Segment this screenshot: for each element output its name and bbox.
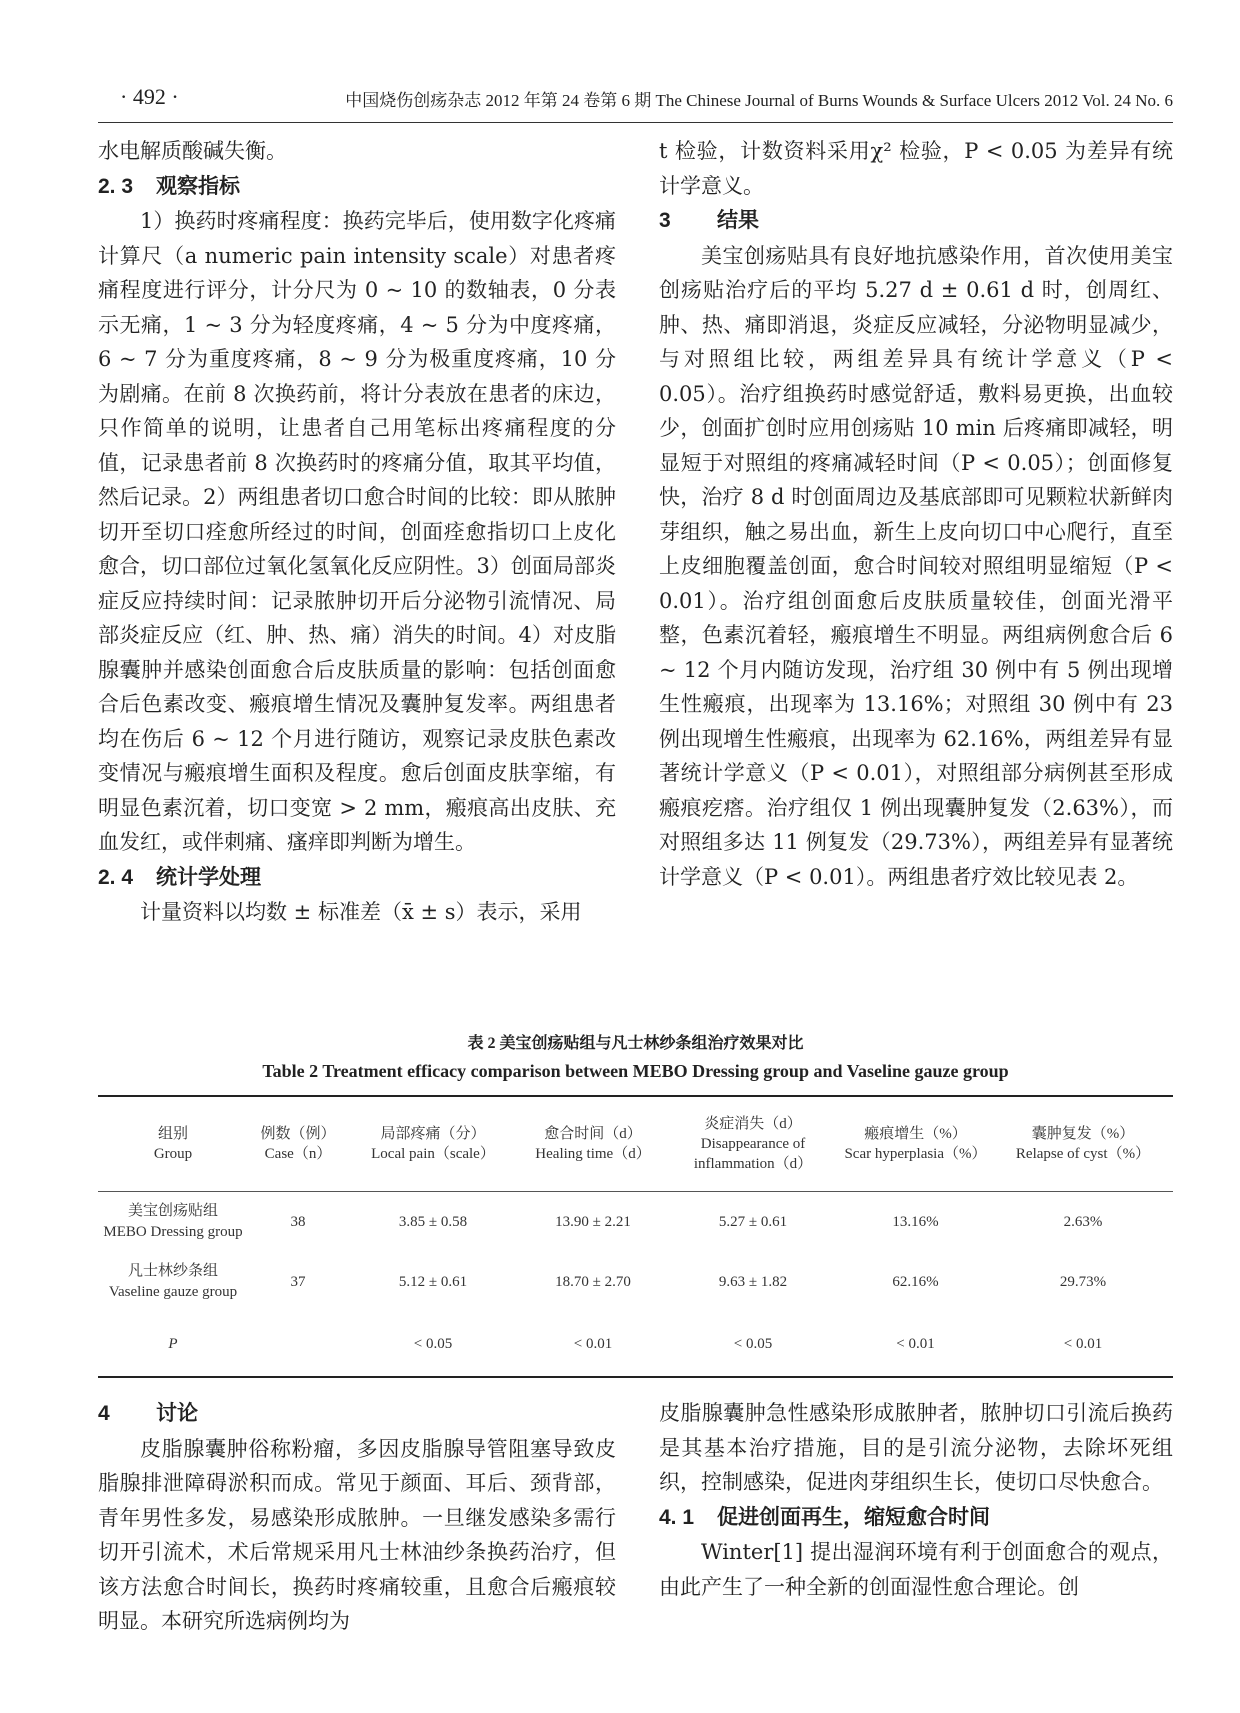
cell-group <box>98 1192 248 1253</box>
header-en: Local pain（scale） <box>371 1146 495 1162</box>
cell-inflammation: < 0.05 <box>733 1335 773 1352</box>
cell-healing: 13.90 ± 2.21 <box>555 1213 631 1230</box>
header-en: Healing time（d） <box>535 1146 651 1162</box>
cell-healing: < 0.01 <box>573 1335 613 1352</box>
section-title: 讨论 <box>156 1400 198 1425</box>
left-column-bottom <box>98 1396 616 1639</box>
section-number: 4 <box>98 1402 110 1425</box>
header-healing <box>518 1096 668 1192</box>
section-number: 2. 4 <box>98 865 134 889</box>
header-scar <box>838 1096 993 1192</box>
header-cn: 炎症消失（d） <box>704 1116 802 1132</box>
cell-inflammation: 9.63 ± 1.82 <box>718 1273 788 1290</box>
paragraph-statistics: 计量资料以均数 ± 标准差（x̄ ± s）表示，采用 <box>140 900 582 924</box>
header-case <box>248 1096 348 1192</box>
right-column <box>659 134 1173 894</box>
cell-healing: 18.70 ± 2.70 <box>555 1273 631 1290</box>
section-heading-2-4 <box>98 860 616 896</box>
header-relapse <box>993 1096 1173 1192</box>
section-title: 结果 <box>717 207 759 232</box>
group-cn: 凡士林纱条组 <box>127 1263 218 1279</box>
section-title: 促进创面再生，缩短愈合时间 <box>717 1503 990 1529</box>
cell-relapse: 2.63% <box>1063 1213 1103 1230</box>
table-caption-en: Table 2 Treatment efficacy comparison between MEBO Dressing group and Vaseline gauze group <box>262 1061 1009 1081</box>
table-row-p-value <box>98 1312 1173 1377</box>
header-en: Disappearance of inflammation（d） <box>693 1136 813 1172</box>
cell-group <box>98 1252 248 1312</box>
cell-scar: 13.16% <box>892 1213 939 1230</box>
cell-scar: 62.16% <box>892 1273 939 1290</box>
cell-pain: < 0.05 <box>413 1335 453 1352</box>
cell-inflammation: 5.27 ± 0.61 <box>718 1213 788 1230</box>
section-number: 4. 1 <box>659 1505 695 1529</box>
left-column <box>98 134 616 930</box>
cell-pain: 3.85 ± 0.58 <box>398 1213 468 1230</box>
header-en: Scar hyperplasia（%） <box>844 1146 987 1162</box>
paragraph-results: 美宝创疡贴具有良好地抗感染作用，首次使用美宝创疡贴治疗后的平均 5.27 d ± 0.61 d 时，创周红、肿、热、痛即消退，炎症反应减轻，分泌物明显减少，与对照组比较，两组差异具有统计学意义（P < 0.05）。治疗组换药时感觉舒适，敷料易更换，出血较少，创面扩创时应用创疡贴 10 min 后疼痛即减轻，明显短于对照组的疼痛减轻时间（P < 0.05）；创面修复快，治疗 8 d 时创面周边及基底部即可见颗粒状新鲜肉芽组织，触之易出血，新生上皮向切口中心爬行，直至上皮细胞覆盖创面，愈合时间较对照组明显缩短（P < 0.01）。治疗组创面愈后皮肤质量较佳，创面光滑平整，色素沉着轻，瘢痕增生不明显。两组病例愈合后 6 ~ 12 个月内随访发现，治疗组 30 例中有 5 例出现增生性瘢痕，出现率为 13.16%；对照组 30 例中有 23 例出现增生性瘢痕，出现率为 62.16%，两组差异有显著统计学意义（P < 0.01），对照组部分病例甚至形成瘢痕疙瘩。治疗组仅 1 例出现囊肿复发（2.63%），而对照组多达 11 例复发（29.73%），两组差异有显著统计学意义（P < 0.01）。两组患者疗效比较见表 2。 <box>659 243 1173 889</box>
section-title: 统计学处理 <box>156 863 261 889</box>
header-en: Group <box>153 1146 193 1162</box>
header-cn: 组别 <box>157 1126 188 1142</box>
group-cn: P <box>168 1335 178 1352</box>
paragraph-continued: t 检验，计数资料采用χ² 检验，P < 0.05 为差异有统计学意义。 <box>659 139 1173 198</box>
section-heading-4-1 <box>659 1500 1173 1536</box>
group-en: Vaseline gauze group <box>108 1284 238 1300</box>
paragraph-discussion: 皮脂腺囊肿俗称粉瘤，多因皮脂腺导管阻塞导致皮脂腺排泄障碍淤积而成。常见于颜面、耳后、颈背部，青年男性多发，易感染形成脓肿。一旦继发感染多需行切开引流术，术后常规采用凡士林油纱条换药治疗，但该方法愈合时间长，换药时疼痛较重，且愈合后瘢痕较明显。本研究所选病例均为 <box>98 1436 616 1633</box>
journal-title: 中国烧伤创疡杂志 2012 年第 24 卷第 6 期 The Chinese Journal of Burns Wounds & Surface Ulcers 2012 Vol. 24 No. 6 <box>345 91 1173 110</box>
section-number: 2. 3 <box>98 174 134 198</box>
cell-pain: 5.12 ± 0.61 <box>398 1273 468 1290</box>
cell-case: 38 <box>290 1213 306 1230</box>
table-header-row <box>98 1096 1173 1192</box>
section-heading-3 <box>659 203 1173 239</box>
paragraph-observation-indicators: 1）换药时疼痛程度：换药完毕后，使用数字化疼痛计算尺（a numeric pain intensity scale）对患者疼痛程度进行评分，计分尺为 0 ~ 10 的数轴表，0 分表示无痛，1 ~ 3 分为轻度疼痛，4 ~ 5 分为中度疼痛，6 ~ 7 分为重度疼痛，8 ~ 9 分为极重度疼痛，10 分为剧痛。在前 8 次换药前，将计分表放在患者的床边，只作简单的说明，让患者自己用笔标出疼痛程度的分值，记录患者前 8 次换药时的疼痛分值，取其平均值，然后记录。2）两组患者切口愈合时间的比较：即从脓肿切开至切口痊愈所经过的时间，创面痊愈指切口上皮化愈合，切口部位过氧化氢氧化反应阴性。3）创面局部炎症反应持续时间：记录脓肿切开后分泌物引流情况、局部炎症反应（红、肿、热、痛）消失的时间。4）对皮脂腺囊肿并感染创面愈合后皮肤质量的影响：包括创面愈合后色素改变、瘢痕增生情况及囊肿复发率。两组患者均在伤后 6 ~ 12 个月进行随访，观察记录皮肤色素改变情况与瘢痕增生面积及程度。愈后创面皮肤挛缩，有明显色素沉着，切口变宽 > 2 mm，瘢痕高出皮肤、充血发红，或伴刺痛、瘙痒即判断为增生。 <box>98 209 616 854</box>
cell-scar: < 0.01 <box>896 1335 935 1352</box>
header-en: Case（n） <box>264 1146 332 1162</box>
section-heading-4 <box>98 1396 616 1432</box>
header-en: Relapse of cyst（%） <box>1015 1146 1151 1162</box>
header-cn: 瘢痕增生（%） <box>864 1126 967 1142</box>
table-caption-cn: 表 2 美宝创疡贴组与凡士林纱条组治疗效果对比 <box>467 1035 804 1052</box>
group-en: MEBO Dressing group <box>103 1224 243 1240</box>
header-group <box>98 1096 248 1192</box>
group-cn: 美宝创疡贴组 <box>127 1203 218 1219</box>
header-cn: 例数（例） <box>260 1126 336 1142</box>
header-cn: 囊肿复发（%） <box>1031 1126 1135 1142</box>
header-pain <box>348 1096 518 1192</box>
paragraph-continued: 皮脂腺囊肿急性感染形成脓肿者，脓肿切口引流后换药是其基本治疗措施，目的是引流分泌物，去除坏死组织，控制感染，促进肉芽组织生长，使切口尽快愈合。 <box>659 1401 1173 1494</box>
section-heading-2-3 <box>98 169 616 205</box>
paragraph-continued: 水电解质酸碱失衡。 <box>98 139 287 163</box>
cell-relapse: < 0.01 <box>1063 1335 1103 1352</box>
cell-group <box>98 1312 248 1377</box>
table-row <box>98 1252 1173 1312</box>
running-header <box>98 82 1173 123</box>
cell-relapse: 29.73% <box>1059 1273 1107 1290</box>
cell-case: 37 <box>290 1273 306 1290</box>
table-row <box>98 1192 1173 1253</box>
treatment-efficacy-table <box>98 1095 1173 1378</box>
section-title: 观察指标 <box>156 172 240 198</box>
header-cn: 局部疼痛（分） <box>380 1126 486 1142</box>
cell-case <box>248 1312 348 1377</box>
header-inflammation <box>668 1096 838 1192</box>
right-column-bottom <box>659 1396 1173 1604</box>
paragraph-winter-theory: Winter[1] 提出湿润环境有利于创面愈合的观点，由此产生了一种全新的创面湿性愈合理论。创 <box>659 1540 1173 1599</box>
header-cn: 愈合时间（d） <box>544 1126 642 1142</box>
section-number: 3 <box>659 209 671 232</box>
page-number: · 492 · <box>120 84 179 109</box>
